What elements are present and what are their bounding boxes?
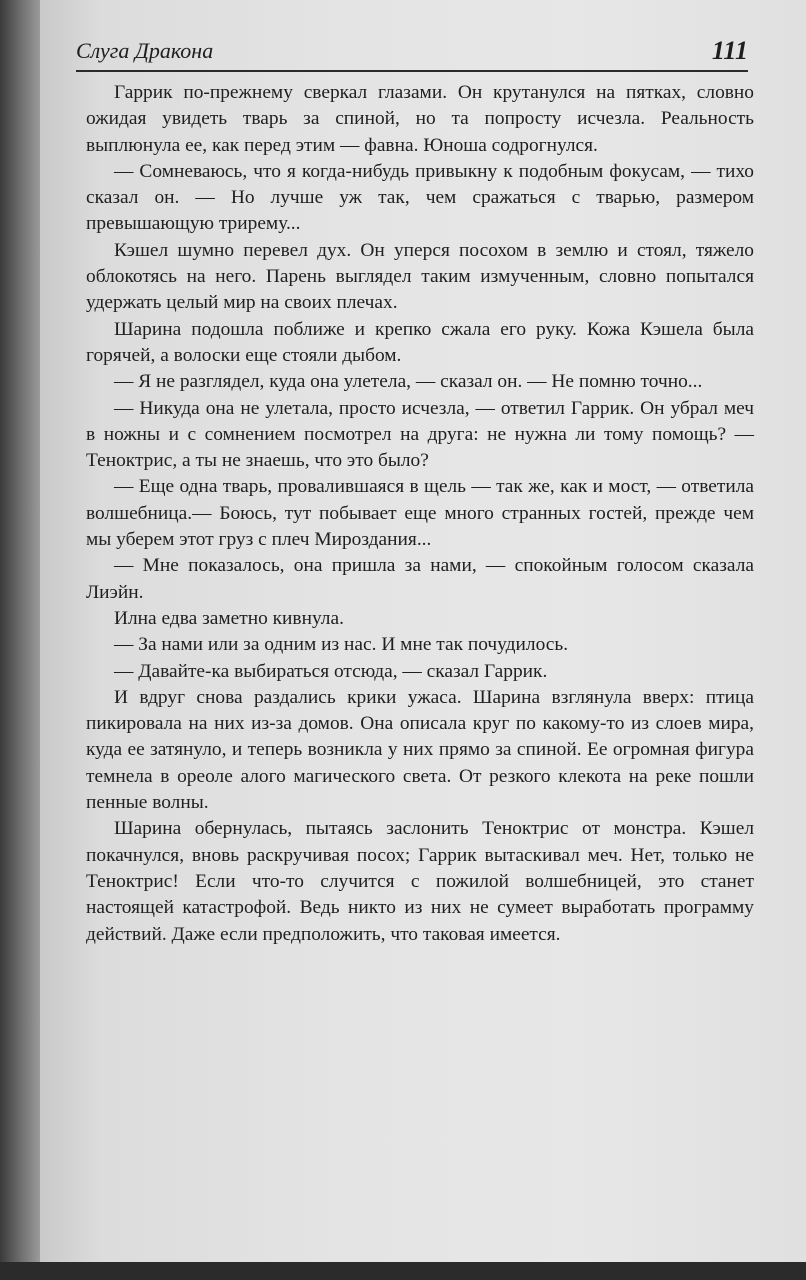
page-header [76,34,748,72]
paragraph: — Сомневаюсь, что я когда-нибудь привыкну к подобным фокусам, — тихо сказал он. — Но лучше уж так, чем сражаться с тварью, размером превышающую трирему... [86,160,754,235]
page-number: 111 [711,36,748,65]
paragraph: — За нами или за одним из нас. И мне так почудилось. [114,634,569,656]
page-bottom-edge [0,1262,806,1280]
paragraph: — Мне показалось, она пришла за нами, — спокойным голосом сказала Лиэйн. [86,555,754,603]
paragraph: Кэшел шумно перевел дух. Он уперся посохом в землю и стоял, тяжело облокотясь на него. Парень выглядел таким измученным, словно попытался удержать целый мир на своих плечах. [86,239,754,314]
paragraph: Илна едва заметно кивнула. [114,607,344,629]
paragraph: — Еще одна тварь, провалившаяся в щель — так же, как и мост, — ответила волшебница.— Боюсь, тут побывает еще много странных гостей, прежде чем мы уберем этот груз с плеч Мироздания... [86,476,754,551]
paragraph: Шарина обернулась, пытаясь заслонить Теноктрис от монстра. Кэшел покачнулся, вновь раскручивая посох; Гаррик вытаскивал меч. Нет, только не Теноктрис! Если что-то случится с пожилой волшебницей, это станет настоящей катастрофой. Ведь никто из них не сумеет выработать программу действий. Даже если предположить, что таковая имеется. [86,818,754,945]
paragraph: — Давайте-ка выбираться отсюда, — сказал Гаррик. [114,660,548,682]
body-text [86,80,754,948]
paragraph: — Я не разглядел, куда она улетела, — сказал он. — Не помню точно... [114,371,703,393]
paragraph: — Никуда она не улетала, просто исчезла, — ответил Гаррик. Он убрал меч в ножны и с сомнением посмотрел на друга: не нужна ли тому помощь? — Теноктрис, а ты не знаешь, что это было? [86,397,754,472]
paragraph: Шарина подошла поближе и крепко сжала его руку. Кожа Кэшела была горячей, а волоски еще стояли дыбом. [86,318,754,366]
running-title: Слуга Дракона [76,38,214,63]
paragraph: Гаррик по-прежнему сверкал глазами. Он крутанулся на пятках, словно ожидая увидеть тварь за спиной, но та попросту исчезла. Реальность выплюнула ее, как перед этим — фавна. Юноша содрогнулся. [86,82,754,156]
paragraph: И вдруг снова раздались крики ужаса. Шарина взглянула вверх: птица пикировала на них из-за домов. Она описала круг по какому-то из слоев мира, куда ее затянуло, и теперь возникла у них прямо за спиной. Ее огромная фигура темнела в ореоле алого магического света. От резкого клекота на реке пошли пенные волны. [86,686,754,814]
